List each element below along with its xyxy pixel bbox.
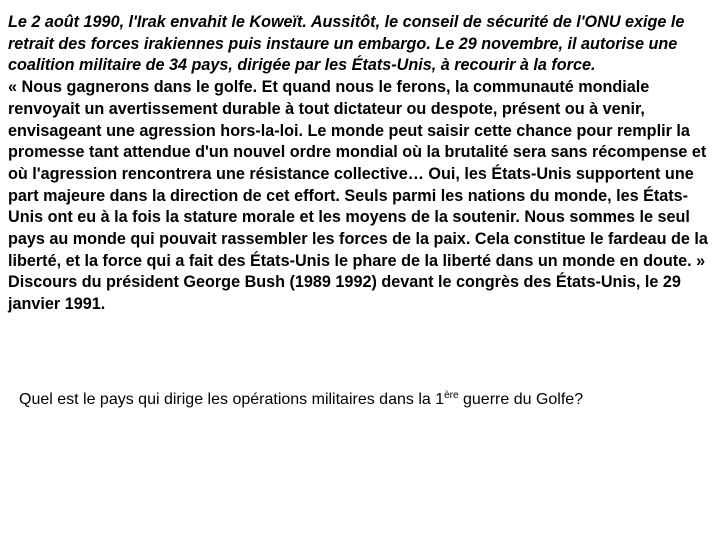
source-citation: Discours du président George Bush (1989 1992) devant le congrès des États-Unis, le 29 janvier 1991. bbox=[8, 273, 681, 314]
document-text bbox=[8, 12, 708, 316]
question-before: Quel est le pays qui dirige les opérations militaires dans la 1 bbox=[19, 391, 445, 408]
question-superscript: ère bbox=[444, 390, 459, 401]
question-text bbox=[19, 390, 709, 410]
intro-paragraph: Le 2 août 1990, l'Irak envahit le Koweït. Aussitôt, le conseil de sécurité de l'ONU exige le retrait des forces irakiennes puis instaure un embargo. Le 29 novembre, il autorise une coalition militaire de 34 pays, dirigée par les États-Unis, à recourir à la force. bbox=[8, 13, 685, 75]
question-after: guerre du Golfe? bbox=[458, 391, 584, 408]
quote-paragraph: « Nous gagnerons dans le golfe. Et quand nous le ferons, la communauté mondiale renvoyait un avertissement durable à tout dictateur ou despote, présent ou à venir, envisageant une agression hors-la-loi. Le monde peut saisir cette chance pour remplir la promesse tant attendue d'un nouvel ordre mondial où la brutalité sera sans récompense et où l'agression rencontrera une résistance collective… Oui, les États-Unis supportent une part majeure dans la direction de cet effort. Seuls parmi les nations du monde, les États-Unis ont eu à la fois la stature morale et les moyens de la soutenir. Nous sommes le seul pays au monde qui pouvait rassembler les forces de la paix. Cela constitue le fardeau de la liberté, et la force qui a fait des États-Unis le phare de la liberté dans un monde en doute. » bbox=[8, 78, 708, 270]
